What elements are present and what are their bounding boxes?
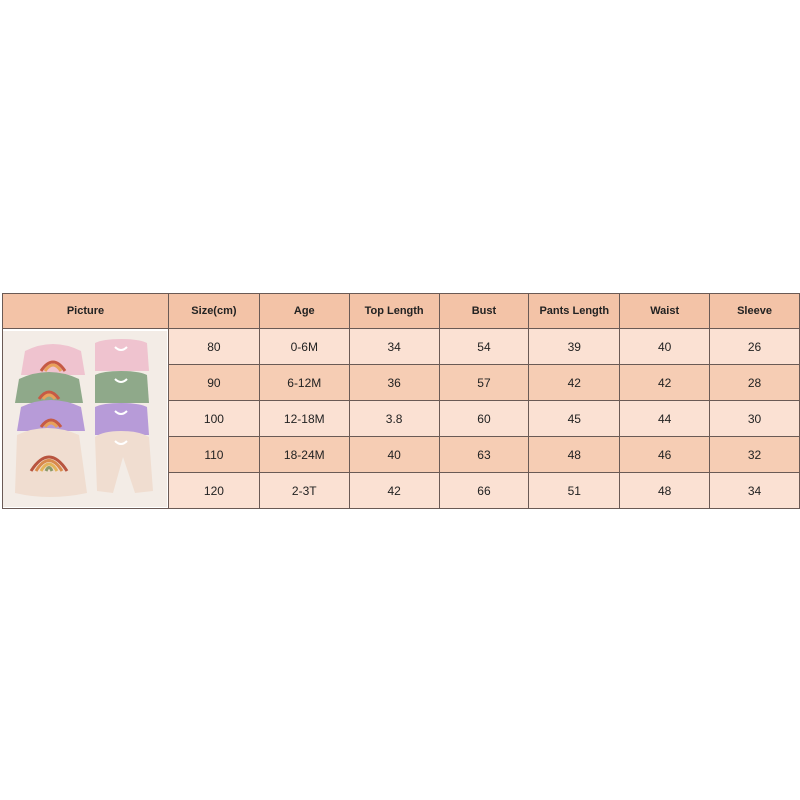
cell-sleeve: 30 xyxy=(710,401,800,437)
table-row xyxy=(3,329,800,365)
header-size: Size(cm) xyxy=(168,294,259,329)
header-waist: Waist xyxy=(620,294,710,329)
cell-waist: 42 xyxy=(620,365,710,401)
header-row xyxy=(3,294,800,329)
header-sleeve: Sleeve xyxy=(710,294,800,329)
cell-top-length: 34 xyxy=(349,329,439,365)
cell-sleeve: 32 xyxy=(710,437,800,473)
cell-age: 0-6M xyxy=(259,329,349,365)
cell-sleeve: 28 xyxy=(710,365,800,401)
header-pants-length: Pants Length xyxy=(529,294,620,329)
cell-pants-length: 51 xyxy=(529,473,620,509)
product-picture-cell xyxy=(3,329,169,509)
cell-waist: 46 xyxy=(620,437,710,473)
cell-pants-length: 39 xyxy=(529,329,620,365)
cell-waist: 44 xyxy=(620,401,710,437)
cell-top-length: 36 xyxy=(349,365,439,401)
cell-waist: 40 xyxy=(620,329,710,365)
cell-age: 2-3T xyxy=(259,473,349,509)
cell-bust: 63 xyxy=(439,437,529,473)
cell-bust: 57 xyxy=(439,365,529,401)
cell-size: 100 xyxy=(168,401,259,437)
cell-size: 80 xyxy=(168,329,259,365)
cell-bust: 66 xyxy=(439,473,529,509)
cell-size: 90 xyxy=(168,365,259,401)
header-age: Age xyxy=(259,294,349,329)
cell-top-length: 3.8 xyxy=(349,401,439,437)
cell-top-length: 40 xyxy=(349,437,439,473)
cell-size: 110 xyxy=(168,437,259,473)
header-top-length: Top Length xyxy=(349,294,439,329)
cell-size: 120 xyxy=(168,473,259,509)
header-bust: Bust xyxy=(439,294,529,329)
cell-age: 6-12M xyxy=(259,365,349,401)
cell-bust: 54 xyxy=(439,329,529,365)
header-picture: Picture xyxy=(3,294,169,329)
product-photo xyxy=(3,331,167,507)
cell-pants-length: 45 xyxy=(529,401,620,437)
cell-top-length: 42 xyxy=(349,473,439,509)
cell-age: 12-18M xyxy=(259,401,349,437)
cell-sleeve: 26 xyxy=(710,329,800,365)
cell-bust: 60 xyxy=(439,401,529,437)
cell-age: 18-24M xyxy=(259,437,349,473)
cell-pants-length: 48 xyxy=(529,437,620,473)
cell-pants-length: 42 xyxy=(529,365,620,401)
size-chart-table xyxy=(2,293,800,509)
cell-waist: 48 xyxy=(620,473,710,509)
cell-sleeve: 34 xyxy=(710,473,800,509)
